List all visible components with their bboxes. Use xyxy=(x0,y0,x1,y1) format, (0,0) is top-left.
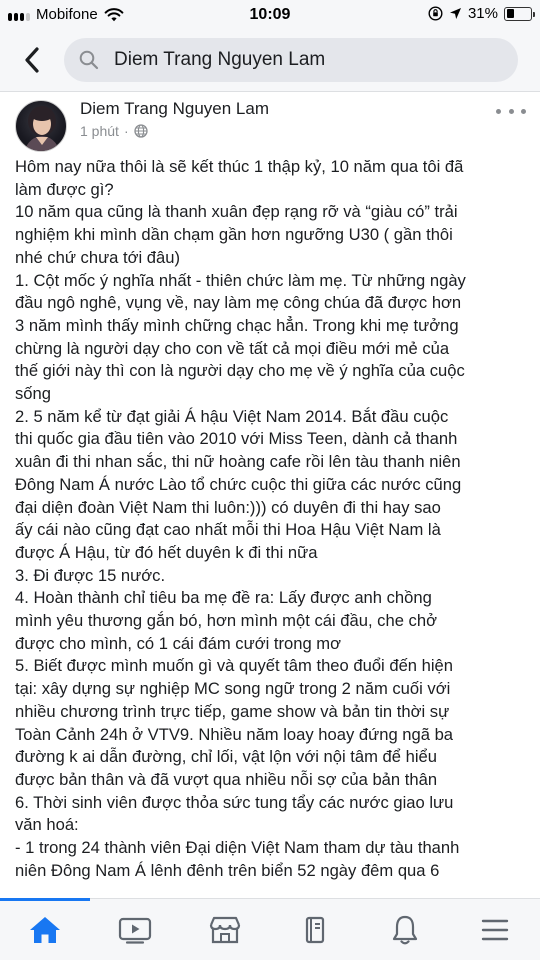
post-text-line: 10 năm qua cũng là thanh xuân đẹp rạng rỡ và “giàu có” trải xyxy=(15,202,458,222)
post-text-line: được Á Hậu, từ đó hết duyên k đi thi nữa xyxy=(15,542,318,562)
post-text-line: thi quốc gia đầu tiên vào 2010 với Miss Teen, dành cả thanh xyxy=(15,429,458,449)
post-text-line: mình yêu thương gắn bó, hơn mình một cái đầu, che chở xyxy=(15,611,437,631)
post-card xyxy=(0,93,540,898)
back-button[interactable] xyxy=(16,44,48,76)
post-text-line: 5. Biết được mình muốn gì và quyết tâm theo đuổi đến hiện xyxy=(15,656,454,676)
post-text-line: 1. Cột mốc ý nghĩa nhất - thiên chức làm mẹ. Từ những ngày xyxy=(15,270,466,290)
tab-marketplace[interactable] xyxy=(180,909,270,951)
post-text-line: 2. 5 năm kể từ đạt giải Á hậu Việt Nam 2014. Bắt đầu cuộc xyxy=(15,406,449,426)
post-text-line: ấy cái nào cũng đạt cao nhất mỗi thi Hoa Hậu Việt Nam là xyxy=(15,520,441,540)
menu-icon xyxy=(480,917,510,943)
post-text-line: được cho mình, có 1 cái đám cưới trong mơ xyxy=(15,633,342,653)
post-text-line: đại diện đoàn Việt Nam thi luôn:))) có duyên đi thi hay sao xyxy=(15,497,441,517)
battery-percent: 31% xyxy=(467,5,498,22)
signal-strength-icon xyxy=(8,9,30,21)
tab-menu[interactable] xyxy=(450,909,540,951)
post-text xyxy=(15,156,527,883)
carrier-name: Mobifone xyxy=(36,6,98,23)
active-tab-indicator xyxy=(0,898,90,901)
post-text-line: đường k ai dẫn đường, chỉ lối, vật lộn với nội tâm để hiểu xyxy=(15,747,437,767)
post-text-line: niên Đông Nam Á lênh đênh trên biển 52 ngày đêm qua 6 xyxy=(15,860,440,880)
avatar[interactable] xyxy=(15,100,67,152)
status-right xyxy=(428,5,532,22)
search-header xyxy=(0,30,540,92)
profile-photo xyxy=(16,101,67,152)
status-bar xyxy=(0,0,540,30)
post-text-line: làm được gì? xyxy=(15,179,114,199)
video-icon xyxy=(118,916,152,944)
post-text-line: Hôm nay nữa thôi là sẽ kết thúc 1 thập kỷ, 10 năm qua tôi đã xyxy=(15,157,464,176)
post-text-line: 6. Thời sinh viên được thỏa sức tung tẩy các nước giao lưu xyxy=(15,792,454,812)
tab-home[interactable] xyxy=(0,909,90,951)
groups-icon xyxy=(298,915,332,945)
post-author[interactable]: Diem Trang Nguyen Lam xyxy=(80,99,269,118)
orientation-lock-icon xyxy=(428,6,443,21)
bottom-tab-bar xyxy=(0,898,540,960)
post-text-line: Đông Nam Á nước Lào tổ chức cuộc thi giữa các nước cũng xyxy=(15,474,462,494)
battery-level-fill xyxy=(507,9,514,18)
tab-watch[interactable] xyxy=(90,909,180,951)
search-input[interactable] xyxy=(64,38,518,82)
post-text-line: - 1 trong 24 thành viên Đại diện Việt Nam tham dự tàu thanh xyxy=(15,838,460,858)
post-text-line: chừng là người dạy cho con về tất cả mọi điều mới mẻ của xyxy=(15,338,450,358)
post-text-line: xuân đi thi nhan sắc, thi nữ hoàng cafe rồi lên tàu thanh niên xyxy=(15,452,461,472)
meta-separator: · xyxy=(123,123,129,139)
globe-icon xyxy=(134,124,148,138)
post-text-line: đầu ngô nghê, vụng về, nay làm mẹ công chúa đã được hơn xyxy=(15,293,462,313)
search-icon xyxy=(78,49,100,71)
chevron-left-icon xyxy=(23,46,41,74)
post-text-line: tại: xây dựng sự nghiệp MC song ngữ trong 2 năm cuối với xyxy=(15,679,451,699)
more-dot-icon xyxy=(496,109,501,114)
home-icon xyxy=(28,915,62,945)
battery-icon xyxy=(504,7,532,21)
post-text-line: nhiều chương trình trực tiếp, game show và bản tin thời sự xyxy=(15,701,450,721)
post-text-line: nghiệm khi mình dần chạm gần hơn ngưỡng U30 ( gần thôi xyxy=(15,225,453,245)
more-dot-icon xyxy=(509,109,514,114)
post-text-line: 3 năm mình thấy mình chững chạc hẳn. Trong khi mẹ tưởng xyxy=(15,315,459,335)
post-text-line: 3. Đi được 15 nước. xyxy=(15,565,166,585)
search-query: Diem Trang Nguyen Lam xyxy=(114,49,326,70)
wifi-icon xyxy=(104,8,124,22)
marketplace-icon xyxy=(208,915,242,945)
post-text-line: sống xyxy=(15,384,51,404)
location-arrow-icon xyxy=(449,7,462,20)
post-time[interactable]: 1 phút xyxy=(80,123,119,139)
tab-groups[interactable] xyxy=(270,909,360,951)
status-left xyxy=(8,6,124,23)
post-text-line: Toàn Cảnh 24h ở VTV9. Nhiều năm loay hoay đứng ngã ba xyxy=(15,724,454,744)
more-dot-icon xyxy=(521,109,526,114)
post-text-line: văn hoá: xyxy=(15,815,79,835)
post-text-line: 4. Hoàn thành chỉ tiêu ba mẹ đề ra: Lấy được anh chồng xyxy=(15,588,432,608)
tab-notifications[interactable] xyxy=(360,909,450,951)
clock: 10:09 xyxy=(249,6,291,23)
post-meta xyxy=(80,123,148,139)
post-text-line: nhé chứ chưa tới đâu) xyxy=(15,247,181,267)
post-text-line: thế giới này thì con là người dạy cho mẹ về ý nghĩa của cuộc xyxy=(15,361,465,381)
bell-icon xyxy=(390,914,420,946)
post-text-line: được bản thân và đã vượt qua nhiều nỗi sợ của bản thân xyxy=(15,769,438,789)
post-options-button[interactable] xyxy=(496,103,526,119)
